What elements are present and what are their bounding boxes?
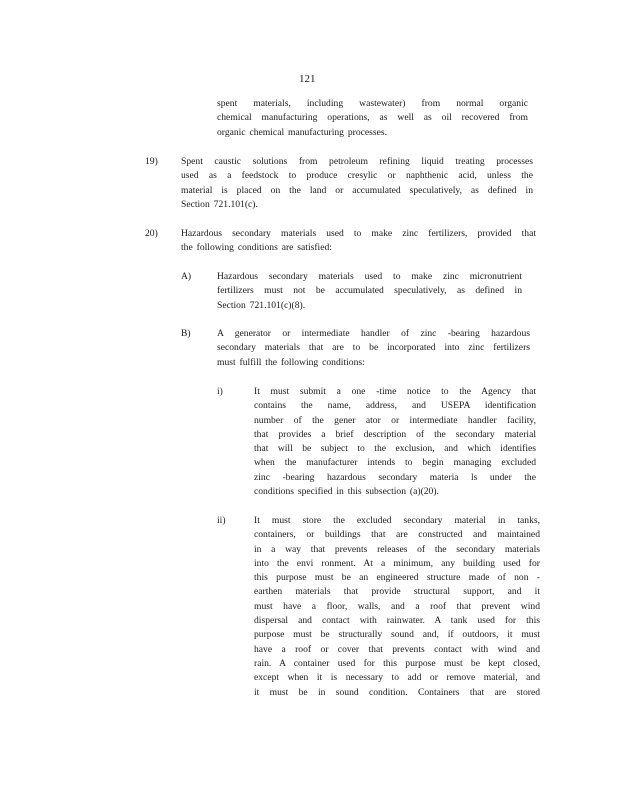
text-line: Spent caustic solutions from petroleum refining liquid treating processes bbox=[181, 156, 533, 167]
text-line: have a roof or cover that prevents contact with wind and bbox=[254, 643, 540, 655]
text-line: Section 721.101(c)(8). bbox=[217, 299, 306, 311]
text-line: organic chemical manufacturing processes. bbox=[217, 126, 388, 138]
text-line: Hazardous secondary materials used to make zinc micronutrient bbox=[217, 271, 522, 282]
page-number: 121 bbox=[299, 73, 316, 85]
text-line: must have a floor, walls, and a roof that prevent wind bbox=[254, 600, 540, 612]
item-20-marker: 20) bbox=[145, 228, 158, 239]
text-line: that provides a brief description of the secondary material bbox=[254, 428, 536, 440]
item-b-marker: B) bbox=[181, 328, 191, 339]
item-19-text bbox=[181, 155, 533, 212]
text-line: must fulfill the following conditions: bbox=[217, 356, 365, 368]
text-line: when the manufacturer intends to begin managing excluded bbox=[254, 457, 536, 469]
text-line: this purpose must be an engineered structure made of non - bbox=[254, 572, 540, 584]
item-i-marker: i) bbox=[217, 386, 223, 397]
text-line: number of the gener ator or intermediate handler facility, bbox=[254, 414, 536, 426]
text-line: used as a feedstock to produce cresylic or naphthenic acid, unless the bbox=[181, 170, 533, 182]
text-line: earthen materials that provide structural support, and it bbox=[254, 586, 540, 598]
item-i-text bbox=[254, 385, 536, 499]
text-line: the following conditions are satisfied: bbox=[181, 242, 332, 254]
text-line: A generator or intermediate handler of zinc -bearing hazardous bbox=[217, 328, 530, 339]
text-line: It must store the excluded secondary material in tanks, bbox=[254, 515, 540, 526]
continuation-paragraph bbox=[217, 97, 528, 140]
item-b-text bbox=[217, 327, 530, 370]
text-line: It must submit a one -time notice to the Agency that bbox=[254, 386, 536, 397]
item-a-marker: A) bbox=[181, 271, 192, 282]
text-line: except when it is necessary to add or remove material, and bbox=[254, 672, 540, 684]
text-line: that will be subject to the exclusion, and which identifies bbox=[254, 443, 536, 455]
item-20-text bbox=[181, 227, 536, 256]
text-line: conditions specified in this subsection (a)(20). bbox=[254, 486, 439, 498]
text-line: zinc -bearing hazardous secondary materia ls under the bbox=[254, 471, 536, 483]
text-line: containers, or buildings that are constructed and maintained bbox=[254, 529, 540, 541]
item-a-text bbox=[217, 270, 522, 313]
text-line: Hazardous secondary materials used to make zinc fertilizers, provided that bbox=[181, 228, 536, 239]
text-line: contains the name, address, and USEPA identification bbox=[254, 400, 536, 412]
text-line: rain. A container used for this purpose must be kept closed, bbox=[254, 657, 540, 669]
text-line: dispersal and contact with rainwater. A tank used for this bbox=[254, 615, 540, 627]
text-line: chemical manufacturing operations, as well as oil recovered from bbox=[217, 112, 528, 124]
text-line: secondary materials that are to be incorporated into zinc fertilizers bbox=[217, 342, 530, 354]
text-line: material is placed on the land or accumulated speculatively, as defined in bbox=[181, 184, 533, 196]
text-line: purpose must be structurally sound and, if outdoors, it must bbox=[254, 629, 540, 641]
text-line: it must be in sound condition. Containers that are stored bbox=[254, 686, 540, 698]
item-19-marker: 19) bbox=[145, 156, 158, 167]
text-line: spent materials, including wastewater) from normal organic bbox=[217, 98, 528, 109]
text-line: fertilizers must not be accumulated speculatively, as defined in bbox=[217, 285, 522, 297]
text-line: into the envi ronment. At a minimum, any building used for bbox=[254, 557, 540, 569]
text-line: Section 721.101(c). bbox=[181, 198, 258, 210]
item-ii-marker: ii) bbox=[217, 515, 226, 526]
item-ii-text bbox=[254, 514, 540, 700]
text-line: in a way that prevents releases of the secondary materials bbox=[254, 543, 540, 555]
